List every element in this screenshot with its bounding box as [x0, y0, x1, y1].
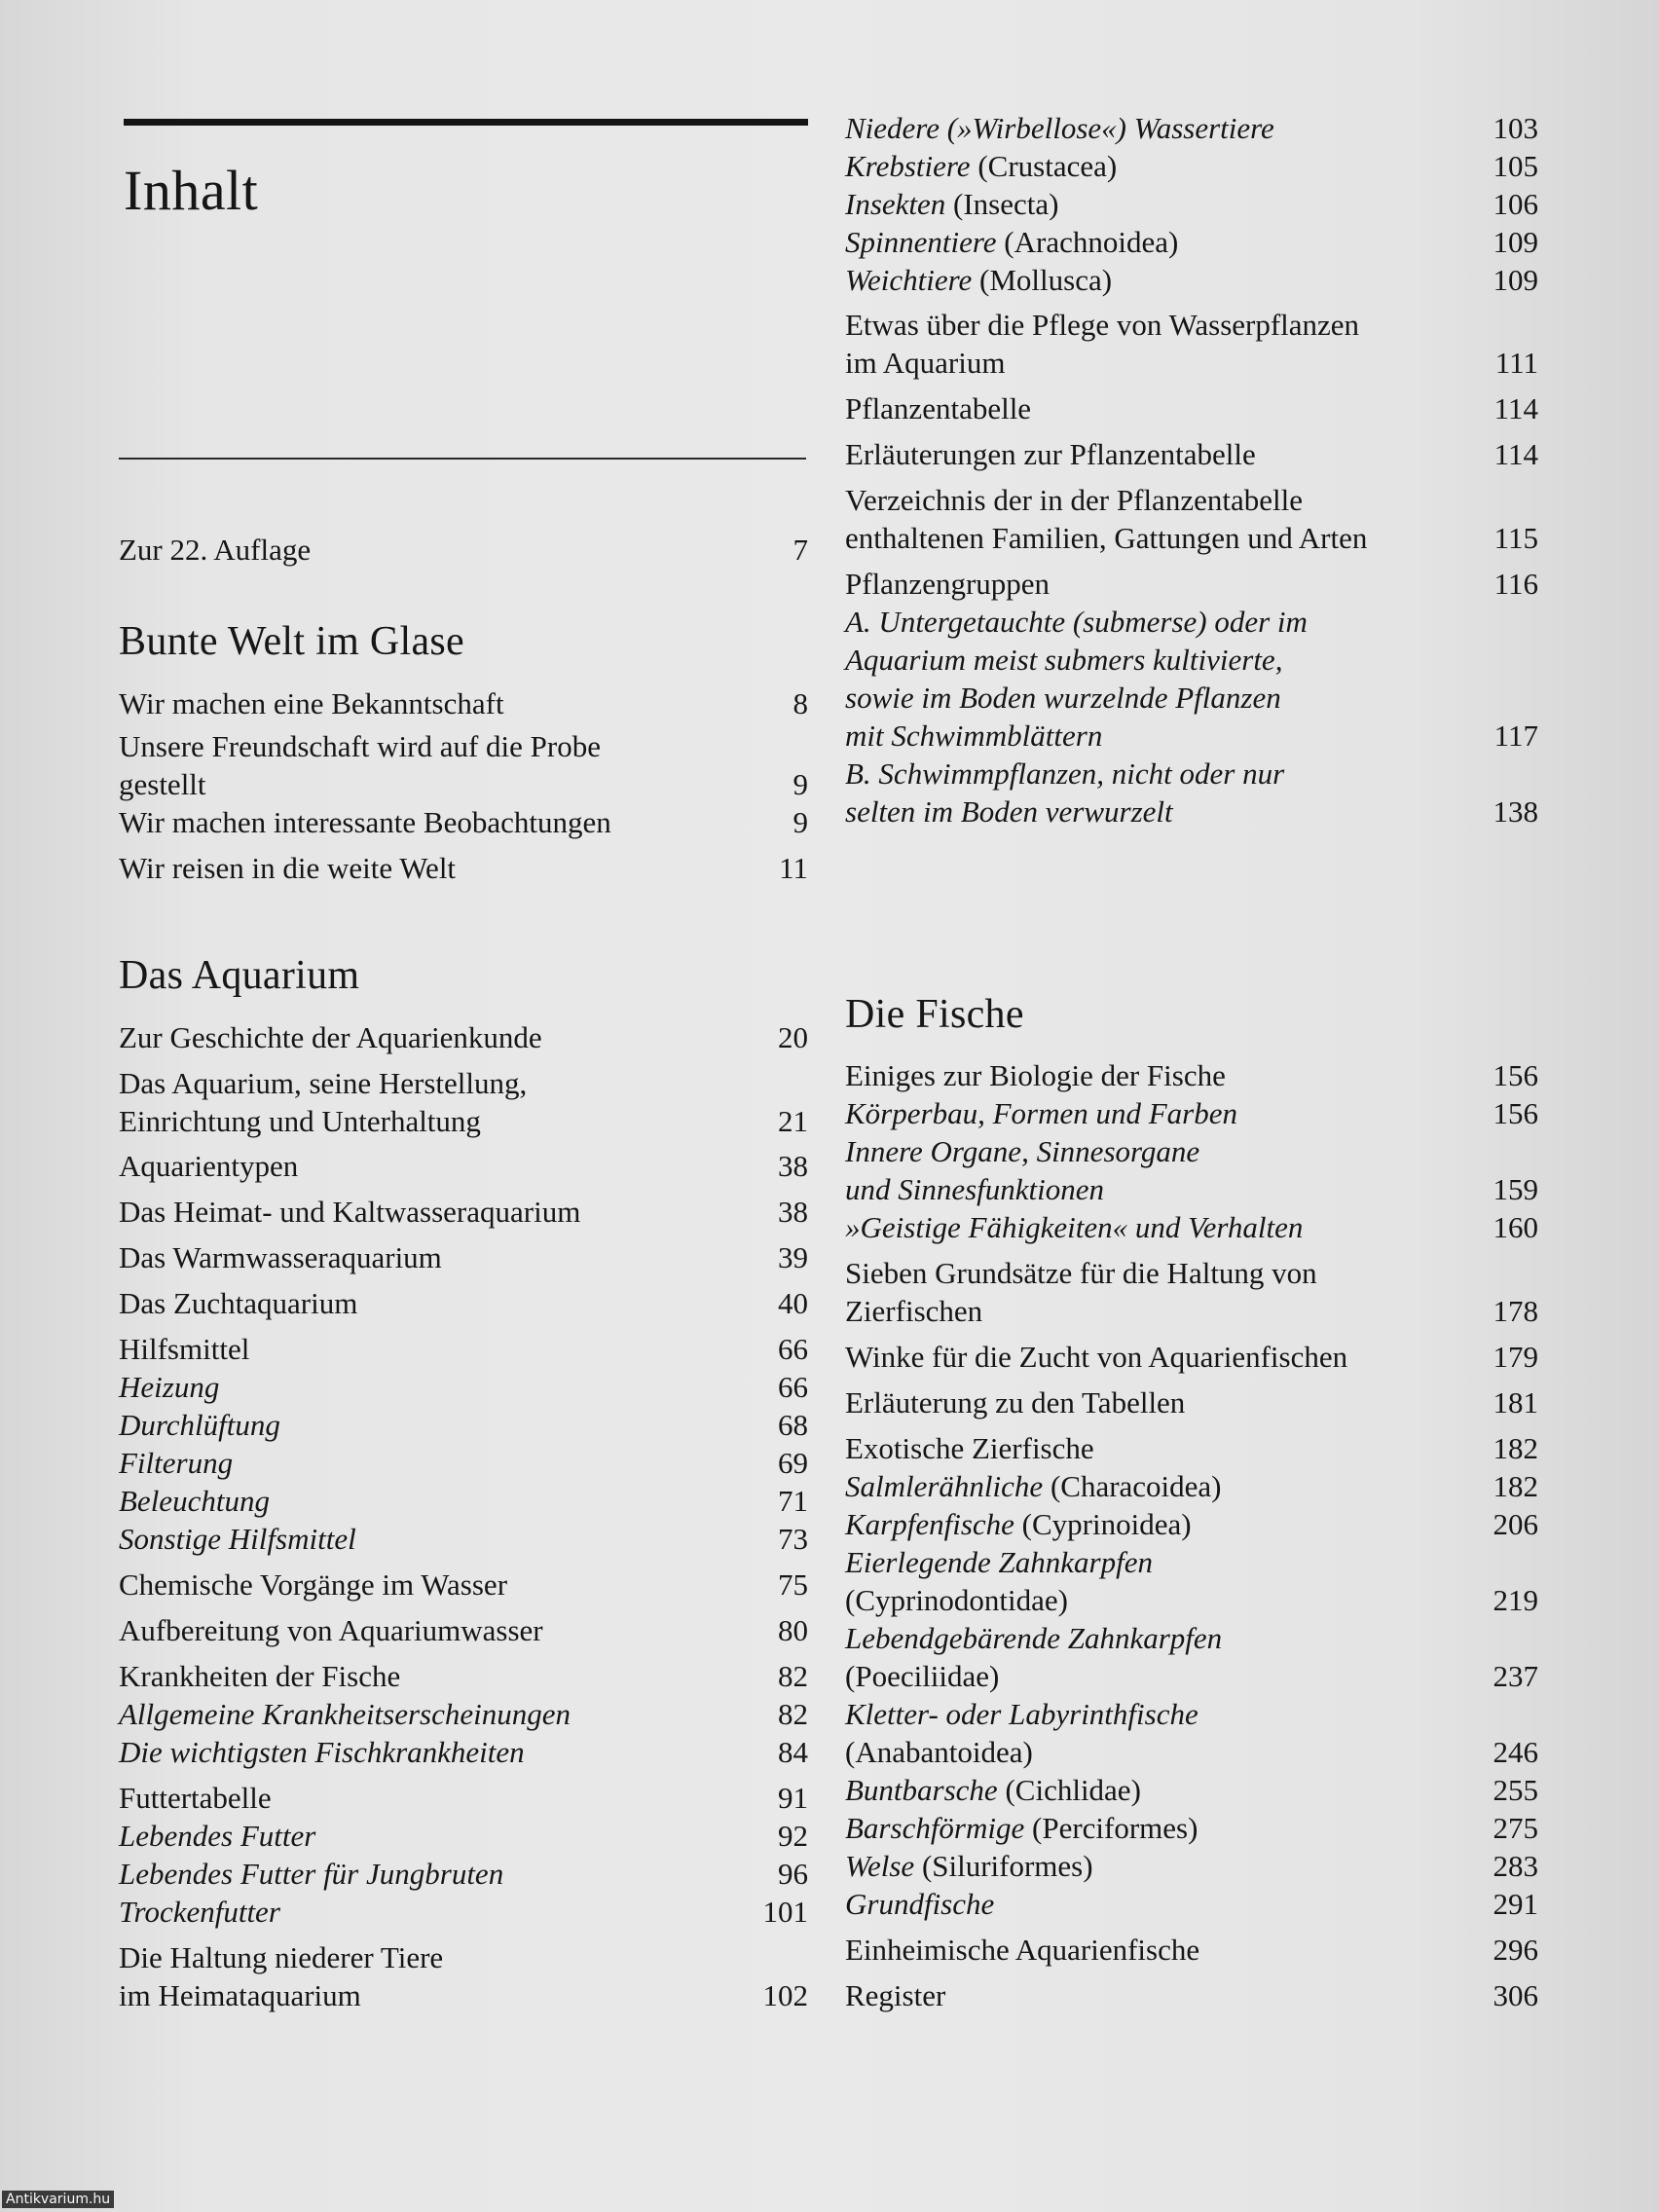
toc-page-number: 39: [778, 1240, 808, 1274]
toc-entry: [119, 1482, 808, 1520]
toc-entry-text: Krankheiten der Fische: [119, 1659, 401, 1693]
toc-entry-text: Futtertabelle: [119, 1781, 272, 1815]
toc-entry: [845, 1976, 1538, 2014]
divider-rule: [119, 458, 806, 460]
toc-page-number: 40: [778, 1286, 808, 1320]
toc-entry-text: Krebstiere (Crustacea): [845, 149, 1118, 183]
toc-entry: [845, 1056, 1538, 1094]
toc-entry: [845, 481, 1538, 557]
toc-entry: [845, 1094, 1538, 1132]
toc-page-number: 38: [778, 1195, 808, 1229]
toc-page-number: 66: [778, 1370, 808, 1404]
toc-entry: [119, 1520, 808, 1558]
toc-entry-text: enthaltenen Familien, Gattungen und Arten: [845, 521, 1368, 555]
toc-entry-text: Das Zuchtaquarium: [119, 1286, 358, 1320]
page-title: Inhalt: [124, 159, 259, 222]
toc-page-number: 84: [778, 1735, 808, 1769]
toc-entry-text: Trockenfutter: [119, 1895, 280, 1929]
toc-page-number: 102: [762, 1978, 808, 2012]
toc-page-number: 69: [778, 1446, 808, 1480]
toc-entry: [845, 389, 1538, 427]
toc-page-number: 21: [778, 1104, 808, 1138]
toc-page-number: 20: [778, 1020, 808, 1054]
toc-page-number: 103: [1493, 111, 1538, 145]
watermark: Antikvarium.hu: [2, 2191, 114, 2208]
toc-page-number: 80: [778, 1613, 808, 1647]
toc-entry-text: Lebendes Futter für Jungbruten: [119, 1857, 504, 1891]
toc-page-number: 275: [1493, 1811, 1538, 1845]
toc-entry: [845, 1543, 1538, 1619]
toc-page-number: 179: [1493, 1340, 1538, 1374]
toc-page-number: 182: [1493, 1469, 1538, 1503]
toc-entry: [119, 1406, 808, 1444]
toc-entry: [119, 1566, 808, 1604]
toc-entry-text: Kletter- oder Labyrinthfische: [845, 1697, 1198, 1731]
toc-entry: [845, 1338, 1538, 1376]
toc-entry-text: A. Untergetauchte (submerse) oder im: [845, 605, 1308, 639]
toc-entry-text: selten im Boden verwurzelt: [845, 794, 1173, 829]
toc-entry: [119, 1611, 808, 1649]
section-title: Bunte Welt im Glase: [119, 619, 464, 664]
toc-entry: [119, 1695, 808, 1733]
toc-entry: [845, 306, 1538, 382]
toc-entry: [845, 755, 1538, 830]
toc-page-number: 159: [1493, 1172, 1538, 1206]
toc-entry: [119, 1064, 808, 1140]
toc-page-number: 7: [793, 533, 808, 567]
toc-entry-text: Wir machen eine Bekanntschaft: [119, 686, 504, 720]
toc-entry-text: Innere Organe, Sinnesorgane: [845, 1134, 1200, 1168]
toc-entry: [119, 1657, 808, 1695]
toc-page-number: 38: [778, 1149, 808, 1183]
toc-entry: [119, 1018, 808, 1056]
toc-entry-text: Einiges zur Biologie der Fische: [845, 1058, 1226, 1092]
toc-entry-text: Register: [845, 1978, 946, 2012]
toc-entry: [845, 1383, 1538, 1421]
toc-entry: [845, 1931, 1538, 1969]
toc-entry: [119, 1779, 808, 1817]
toc-page-number: 8: [793, 686, 808, 720]
toc-entry-text: Die wichtigsten Fischkrankheiten: [119, 1735, 525, 1769]
toc-page-number: 111: [1494, 346, 1538, 380]
toc-entry: [119, 1147, 808, 1185]
toc-entry: [119, 1238, 808, 1276]
toc-entry-text: Aquarium meist submers kultivierte,: [845, 643, 1283, 677]
section-title: Das Aquarium: [119, 953, 360, 998]
toc-entry-text: mit Schwimmblättern: [845, 719, 1103, 753]
toc-entry: [119, 1330, 808, 1368]
toc-entry-text: Pflanzengruppen: [845, 567, 1051, 601]
toc-entry-text: Das Warmwasseraquarium: [119, 1240, 442, 1274]
toc-entry: [845, 1695, 1538, 1771]
toc-entry: [845, 1771, 1538, 1809]
toc-entry-text: Exotische Zierfische: [845, 1431, 1094, 1465]
toc-page-number: 11: [779, 851, 808, 885]
toc-entry-text: Wir machen interessante Beobachtungen: [119, 805, 611, 839]
toc-page-number: 92: [778, 1819, 808, 1853]
toc-entry: [845, 603, 1538, 755]
toc-page-number: 116: [1493, 567, 1538, 601]
toc-entry: [845, 565, 1538, 603]
toc-entry: [845, 223, 1538, 261]
toc-entry: [845, 109, 1538, 147]
toc-entry: [845, 1885, 1538, 1923]
toc-page-number: 237: [1493, 1659, 1538, 1693]
toc-entry-text: Sieben Grundsätze für die Haltung von: [845, 1256, 1317, 1290]
toc-entry: [845, 1429, 1538, 1467]
toc-entry-text: Salmlerähnliche (Characoidea): [845, 1469, 1222, 1503]
toc-entry-text: Erläuterungen zur Pflanzentabelle: [845, 437, 1256, 471]
toc-entry: [119, 1444, 808, 1482]
toc-entry-text: Grundfische: [845, 1887, 995, 1921]
toc-page-number: 156: [1493, 1096, 1538, 1130]
toc-entry-text: Zierfischen: [845, 1294, 983, 1328]
toc-entry-text: Barschförmige (Perciformes): [845, 1811, 1198, 1845]
toc-entry: [119, 1368, 808, 1406]
toc-page-number: 71: [778, 1484, 808, 1518]
toc-page-number: 109: [1493, 263, 1538, 297]
toc-entry: [119, 684, 808, 722]
toc-entry-text: Das Aquarium, seine Herstellung,: [119, 1066, 528, 1100]
toc-entry-text: Pflanzentabelle: [845, 391, 1032, 425]
toc-entry-text: B. Schwimmpflanzen, nicht oder nur: [845, 756, 1285, 791]
toc-entry: [845, 1619, 1538, 1695]
toc-entry: [845, 1254, 1538, 1330]
toc-page-number: 283: [1493, 1849, 1538, 1883]
toc-page-number: 106: [1493, 187, 1538, 221]
toc-entry-text: Filterung: [119, 1446, 234, 1480]
toc-page-number: 82: [778, 1659, 808, 1693]
toc-page-number: 246: [1493, 1735, 1538, 1769]
toc-entry-text: Durchlüftung: [119, 1408, 280, 1442]
toc-page-number: 66: [778, 1332, 808, 1366]
toc-entry-text: Eierlegende Zahnkarpfen: [845, 1545, 1153, 1579]
toc-entry-text: und Sinnesfunktionen: [845, 1172, 1105, 1206]
toc-entry: [845, 147, 1538, 185]
toc-page-number: 109: [1493, 225, 1538, 259]
toc-page-number: 9: [793, 805, 808, 839]
toc-entry-text: Allgemeine Krankheitserscheinungen: [119, 1697, 571, 1731]
toc-page-number: 96: [778, 1857, 808, 1891]
toc-entry-text: Sonstige Hilfsmittel: [119, 1522, 356, 1556]
toc-entry-text: Das Heimat- und Kaltwasseraquarium: [119, 1195, 581, 1229]
toc-page-number: 182: [1493, 1431, 1538, 1465]
toc-entry-text: Zur 22. Auflage: [119, 533, 312, 567]
toc-entry-text: Die Haltung niederer Tiere: [119, 1940, 444, 1974]
toc-entry-text: (Poeciliidae): [845, 1659, 1000, 1693]
toc-entry-text: Niedere (»Wirbellose«) Wassertiere: [845, 111, 1274, 145]
toc-page-number: 82: [778, 1697, 808, 1731]
toc-page-number: 114: [1493, 437, 1538, 471]
toc-page-number: 75: [778, 1567, 808, 1602]
toc-page-number: 101: [762, 1895, 808, 1929]
toc-page-number: 105: [1493, 149, 1538, 183]
toc-page-number: 91: [778, 1781, 808, 1815]
toc-page-number: 115: [1493, 521, 1538, 555]
toc-entry-text: Welse (Siluriformes): [845, 1849, 1093, 1883]
toc-entry-text: sowie im Boden wurzelnde Pflanzen: [845, 681, 1281, 715]
toc-entry: [119, 1733, 808, 1771]
toc-entry-text: (Anabantoidea): [845, 1735, 1033, 1769]
toc-entry-text: Aquarientypen: [119, 1149, 299, 1183]
toc-entry-text: Weichtiere (Mollusca): [845, 263, 1113, 297]
toc-entry-text: Insekten (Insecta): [845, 187, 1059, 221]
toc-page-number: 138: [1493, 794, 1538, 829]
toc-entry-text: Körperbau, Formen und Farben: [845, 1096, 1237, 1130]
toc-entry: [119, 727, 808, 803]
toc-entry-text: im Aquarium: [845, 346, 1006, 380]
toc-page-number: 156: [1493, 1058, 1538, 1092]
toc-entry-text: Verzeichnis der in der Pflanzentabelle: [845, 483, 1303, 517]
toc-entry-text: Aufbereitung von Aquariumwasser: [119, 1613, 543, 1647]
toc-entry: [119, 803, 808, 841]
toc-page-number: 255: [1493, 1773, 1538, 1807]
toc-entry: [119, 849, 808, 887]
toc-entry-text: Heizung: [119, 1370, 220, 1404]
toc-entry: [845, 435, 1538, 473]
toc-entry-text: Erläuterung zu den Tabellen: [845, 1385, 1186, 1419]
toc-page-number: 219: [1493, 1583, 1538, 1617]
toc-entry-text: gestellt: [119, 767, 206, 801]
toc-entry: [119, 531, 808, 569]
toc-entry-text: Winke für die Zucht von Aquarienfischen: [845, 1340, 1348, 1374]
toc-page-number: 181: [1493, 1385, 1538, 1419]
toc-entry-text: Chemische Vorgänge im Wasser: [119, 1567, 508, 1602]
toc-entry: [119, 1938, 808, 2014]
toc-entry-text: Zur Geschichte der Aquarienkunde: [119, 1020, 542, 1054]
toc-entry: [845, 1467, 1538, 1505]
toc-entry: [845, 1208, 1538, 1246]
toc-entry-text: Einheimische Aquarienfische: [845, 1933, 1200, 1967]
toc-page-number: 296: [1493, 1933, 1538, 1967]
toc-entry: [845, 1132, 1538, 1208]
toc-entry: [845, 261, 1538, 299]
toc-entry: [119, 1855, 808, 1893]
toc-entry-text: Beleuchtung: [119, 1484, 270, 1518]
toc-page-number: 206: [1493, 1507, 1538, 1541]
toc-page-number: 306: [1493, 1978, 1538, 2012]
toc-entry-text: »Geistige Fähigkeiten« und Verhalten: [845, 1210, 1304, 1244]
toc-page-number: 178: [1493, 1294, 1538, 1328]
toc-entry: [119, 1284, 808, 1322]
toc-entry: [845, 1809, 1538, 1847]
toc-entry-text: Einrichtung und Unterhaltung: [119, 1104, 481, 1138]
toc-entry-text: Lebendes Futter: [119, 1819, 316, 1853]
toc-entry-text: Wir reisen in die weite Welt: [119, 851, 457, 885]
toc-entry-text: Unsere Freundschaft wird auf die Probe: [119, 729, 601, 763]
toc-page-number: 114: [1493, 391, 1538, 425]
top-rule: [124, 119, 808, 126]
toc-page-number: 291: [1493, 1887, 1538, 1921]
toc-page-number: 68: [778, 1408, 808, 1442]
toc-page-number: 160: [1493, 1210, 1538, 1244]
toc-entry: [845, 1505, 1538, 1543]
toc-entry: [845, 185, 1538, 223]
toc-entry-text: (Cyprinodontidae): [845, 1583, 1069, 1617]
toc-page-number: 9: [793, 767, 808, 801]
toc-entry-text: Hilfsmittel: [119, 1332, 250, 1366]
toc-entry-text: Spinnentiere (Arachnoidea): [845, 225, 1179, 259]
toc-entry-text: Karpfenfische (Cyprinoidea): [845, 1507, 1192, 1541]
toc-entry: [119, 1893, 808, 1931]
toc-entry-text: Lebendgebärende Zahnkarpfen: [845, 1621, 1223, 1655]
toc-entry: [119, 1817, 808, 1855]
toc-page-number: 73: [778, 1522, 808, 1556]
section-title: Die Fische: [845, 992, 1024, 1037]
toc-entry-text: im Heimataquarium: [119, 1978, 361, 2012]
toc-entry: [845, 1847, 1538, 1885]
toc-entry-text: Etwas über die Pflege von Wasserpflanzen: [845, 308, 1360, 342]
toc-page-number: 117: [1493, 719, 1538, 753]
toc-entry: [119, 1193, 808, 1231]
toc-entry-text: Buntbarsche (Cichlidae): [845, 1773, 1141, 1807]
